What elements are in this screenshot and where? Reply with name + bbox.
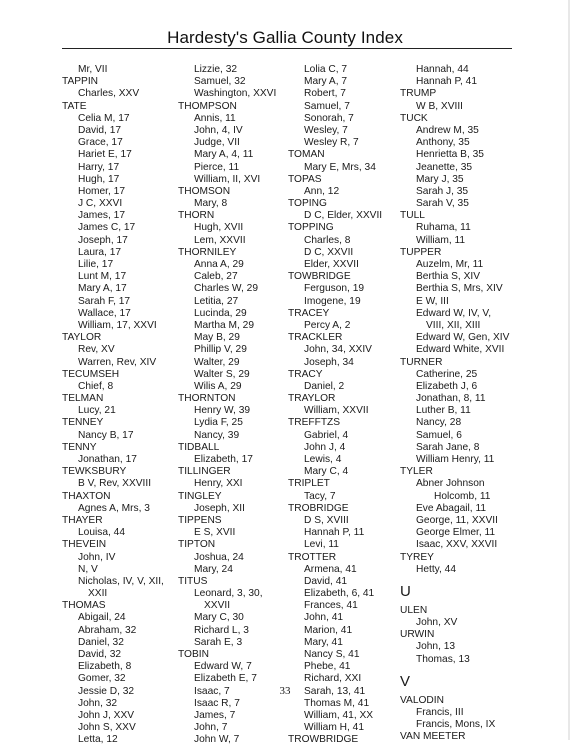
index-entry: Charles, XXV (78, 88, 140, 100)
index-entry: W B, XVIII (416, 100, 463, 112)
index-entry: Nancy, 28 (416, 417, 462, 429)
index-entry: Homer, 17 (78, 185, 125, 197)
index-entry: John, 7 (194, 722, 228, 734)
surname-heading: TYLER (400, 466, 433, 478)
index-entry: Jonathan, 17 (78, 454, 137, 465)
index-entry: Mary, 8 (194, 198, 228, 210)
surname-heading: TECUMSEH (62, 368, 120, 380)
index-entry: David, 41 (304, 575, 348, 587)
page-title: Hardesty's Gallia County Index (167, 28, 403, 47)
index-entry: Isaac, 7 (194, 685, 230, 697)
index-entry: Wilis A, 29 (194, 380, 242, 392)
surname-heading: THEVEIN (62, 539, 107, 551)
index-entry: E S, XVII (194, 527, 236, 539)
surname-heading: TRACKLER (288, 332, 343, 344)
index-entry: May B, 29 (194, 332, 240, 344)
index-entry: Edward W, 7 (194, 661, 252, 673)
index-entry: Samuel, 32 (194, 76, 246, 88)
index-entry: Elizabeth, 6, 41 (304, 588, 375, 600)
index-entry: John, 13 (416, 641, 456, 653)
surname-heading: TILLINGER (178, 466, 231, 478)
section-letter: V (400, 672, 411, 690)
surname-heading: TOPING (288, 198, 327, 210)
index-entry: Hariet E, 17 (78, 149, 132, 161)
index-entry: James C, 17 (78, 222, 136, 234)
index-entry: Elizabeth, 17 (194, 454, 253, 465)
index-entry: Mary E, Mrs, 34 (304, 161, 376, 173)
index-entry: Laura, 17 (78, 246, 122, 258)
surname-heading: TEWKSBURY (62, 466, 127, 478)
index-entry: Tacy, 7 (304, 490, 336, 502)
index-entry: E W, III (416, 295, 449, 307)
index-entry: Judge, VII (194, 137, 240, 149)
index-entry: Anna A, 29 (194, 259, 244, 270)
surname-heading: TUPPER (400, 246, 442, 258)
index-entry: Louisa, 44 (78, 527, 126, 539)
index-entry: Mary A, 4, 11 (194, 149, 254, 161)
surname-heading: THAYER (62, 514, 103, 526)
surname-heading: THAXTON (62, 490, 111, 502)
index-entry: Berthia S, Mrs, XIV (416, 283, 503, 295)
index-entry: D C, Elder, XXVII (304, 210, 383, 222)
index-entry: Holcomb, 11 (434, 490, 491, 502)
surname-heading: TRACY (288, 368, 323, 380)
surname-heading: TENNY (62, 441, 97, 453)
surname-heading: TUCK (400, 112, 428, 124)
index-entry: Sarah J, 35 (416, 185, 469, 197)
index-entry: Mary C, 4 (304, 466, 349, 478)
index-entry: Hannah P, 41 (416, 76, 477, 88)
index-entry: Pierce, 11 (194, 161, 240, 173)
index-entry: Hugh, 17 (78, 173, 120, 185)
index-entry: Celia M, 17 (78, 112, 130, 124)
index-entry: Percy A, 2 (304, 319, 351, 331)
index-entry: Lem, XXVII (194, 234, 246, 246)
surname-heading: TULL (400, 210, 425, 222)
surname-heading: TROBRIDGE (288, 502, 349, 514)
index-entry: Hetty, 44 (416, 563, 457, 575)
index-entry: Sonorah, 7 (304, 112, 354, 124)
index-entry: David, 17 (78, 124, 122, 136)
surname-heading: TRACEY (288, 307, 330, 319)
index-entry: Andrew M, 35 (416, 124, 479, 136)
index-entry: XXII (88, 588, 108, 600)
index-entry: John W, 7 (194, 734, 240, 746)
index-entry: Abner Johnson (416, 478, 485, 490)
index-entry: Nancy S, 41 (304, 649, 360, 660)
index-entry: Jessie D, 32 (78, 685, 135, 697)
surname-heading: TROTTER (288, 551, 337, 563)
surname-heading: THORNILEY (178, 246, 237, 258)
surname-heading: TREFFTZS (288, 417, 341, 429)
index-entry: William Henry, 11 (416, 454, 495, 465)
surname-heading: TIPTON (178, 539, 216, 551)
index-entry: Richard, XXI (304, 673, 362, 685)
index-entry: George, 11, XXVII (416, 514, 498, 526)
index-entry: Catherine, 25 (416, 368, 478, 380)
index-entry: Lunt M, 17 (78, 271, 127, 283)
surname-heading: TELMAN (62, 393, 104, 405)
surname-heading: TOBIN (178, 649, 209, 660)
index-entry: Abigail, 24 (78, 612, 126, 624)
index-entry: N, V (78, 563, 98, 575)
index-entry: Letitia, 27 (194, 295, 239, 307)
index-entry: Phebe, 41 (304, 661, 351, 673)
index-entry: Mary A, 17 (78, 283, 127, 295)
surname-heading: TINGLEY (178, 490, 222, 502)
index-entry: Jonathan, 8, 11 (416, 393, 486, 405)
index-entry: Hannah, 44 (416, 64, 469, 75)
surname-heading: TENNEY (62, 417, 104, 429)
title-rule (62, 48, 512, 49)
index-entry: Joseph, XII (194, 502, 245, 514)
index-entry: Robert, 7 (304, 88, 346, 100)
index-entry: James, 17 (78, 210, 125, 222)
index-entry: William, XXVII (304, 405, 369, 417)
index-entry: Lydia F, 25 (194, 417, 243, 429)
index-entry: Lucinda, 29 (194, 307, 247, 319)
index-entry: Joseph, 17 (78, 234, 128, 246)
index-entry: Henrietta B, 35 (416, 149, 484, 161)
index-entry: Charles W, 29 (194, 283, 258, 295)
surname-heading: TIPPENS (178, 514, 222, 526)
index-entry: Henry, XXI (194, 478, 243, 490)
index-entry: Eve Abagail, 11 (416, 502, 487, 514)
index-entry: Edward White, XVII (416, 344, 505, 356)
index-entry: Elizabeth E, 7 (194, 673, 257, 685)
index-entry: Wallace, 17 (78, 307, 131, 319)
index-entry: Thomas, 13 (416, 653, 470, 665)
index-entry: William, II, XVI (194, 173, 261, 185)
surname-heading: ULEN (400, 604, 428, 616)
index-entry: William, 17, XXVI (78, 319, 157, 331)
index-entry: VIII, XII, XIII (426, 319, 481, 331)
surname-heading: URWIN (400, 629, 435, 641)
index-entry: Francis, Mons, IX (416, 719, 496, 731)
index-entry: Armena, 41 (304, 563, 357, 575)
index-entry: Martha M, 29 (194, 319, 255, 331)
index-entry: XXVII (204, 600, 231, 612)
index-entry: J C, XXVI (78, 198, 123, 210)
index-entry: Hugh, XVII (194, 222, 244, 234)
index-entry: Sarah V, 35 (416, 198, 469, 210)
index-entry: Mary C, 30 (194, 612, 244, 624)
index-entry: Mary J, 35 (416, 173, 464, 185)
surname-heading: TAYLOR (62, 332, 102, 344)
index-entry: Ruhama, 11 (416, 222, 471, 234)
surname-heading: TRAYLOR (288, 393, 336, 405)
index-entry: Elizabeth, 8 (78, 661, 132, 673)
index-entry: Mary, 41 (304, 636, 343, 648)
index-entry: Walter S, 29 (194, 368, 250, 380)
surname-heading: THOMAS (62, 600, 106, 612)
index-entry: Luther B, 11 (416, 405, 471, 417)
section-letter: U (400, 582, 411, 600)
index-entry: Imogene, 19 (304, 295, 361, 307)
surname-heading: THOMSON (178, 185, 231, 197)
index-entry: Grace, 17 (78, 137, 123, 149)
surname-heading: TRIPLET (288, 478, 330, 490)
index-entry: Samuel, 7 (304, 100, 350, 112)
index-entry: John, IV (78, 551, 116, 563)
index-entry: Letta, 12 (78, 734, 118, 746)
surname-heading: TURNER (400, 356, 443, 368)
index-entry: Isaac, XXV, XXVII (416, 539, 498, 551)
index-entry: William H, 41 (304, 722, 365, 734)
surname-heading: TITUS (178, 575, 208, 587)
index-entry: Elizabeth J, 6 (416, 380, 478, 392)
index-entry: Daniel, 32 (78, 636, 124, 648)
index-entry: Joshua, 24 (194, 551, 244, 563)
index-entry: Henry W, 39 (194, 405, 251, 417)
index-entry: Annis, 11 (194, 112, 236, 124)
index-entry: Berthia S, XIV (416, 271, 480, 283)
index-entry: Gomer, 32 (78, 673, 126, 685)
index-entry: Nicholas, IV, V, XII, (78, 575, 164, 587)
index-entry: John, 32 (78, 697, 118, 709)
index-entry: Phillip V, 29 (194, 344, 247, 356)
index-entry: Lewis, 4 (304, 454, 342, 465)
index-entry: John J, 4 (304, 441, 346, 453)
index-column-4 (400, 64, 509, 744)
index-entry: John, 4, IV (194, 124, 243, 136)
index-entry: Mr, VII (78, 64, 108, 75)
index-entry: Levi, 11 (304, 539, 339, 551)
index-entry: Sarah Jane, 8 (416, 441, 480, 453)
index-entry: Lolia C, 7 (304, 64, 348, 75)
surname-heading: VAN MEETER (400, 731, 466, 743)
surname-heading: TIDBALL (178, 441, 220, 453)
surname-heading: THORN (178, 210, 215, 222)
index-entry: John, 34, XXIV (304, 344, 372, 356)
index-entry: Lucy, 21 (78, 405, 116, 417)
index-entry: Nancy, 39 (194, 429, 240, 441)
index-entry: Samuel, 6 (416, 429, 462, 441)
surname-heading: THORNTON (178, 393, 236, 405)
index-entry: Washington, XXVI (194, 88, 277, 100)
index-entry: Frances, 41 (304, 600, 358, 612)
index-entry: Caleb, 27 (194, 271, 238, 283)
index-entry: Sarah F, 17 (78, 295, 131, 307)
index-entry: John, XV (416, 617, 458, 629)
index-entry: Edward W, Gen, XIV (416, 332, 510, 344)
index-entry: Mary, 24 (194, 563, 233, 575)
surname-heading: TROWBRIDGE (288, 734, 359, 746)
index-entry: John S, XXV (78, 722, 136, 734)
index-entry: Leonard, 3, 30, (194, 588, 263, 600)
index-entry: D C, XXVII (304, 246, 354, 258)
index-entry: Jeanette, 35 (416, 161, 473, 173)
index-entry: Abraham, 32 (78, 624, 137, 636)
index-entry: Joseph, 34 (304, 356, 354, 368)
index-entry: Hannah P, 11 (304, 527, 365, 539)
index-entry: Gabriel, 4 (304, 429, 349, 441)
index-entry: James, 7 (194, 709, 236, 721)
index-entry: William, 11 (416, 234, 466, 246)
index-entry: Warren, Rev, XIV (78, 356, 157, 368)
index-entry: David, 32 (78, 649, 122, 660)
index-entry: Ann, 12 (304, 185, 340, 197)
index-entry: Nancy B, 17 (78, 429, 134, 441)
surname-heading: TATE (62, 100, 87, 112)
index-entry: Auzelm, Mr, 11 (416, 259, 484, 270)
index-entry: Edward W, IV, V, (416, 307, 492, 319)
index-entry: Anthony, 35 (416, 137, 470, 149)
index-column-3 (288, 64, 382, 747)
index-entry: Isaac R, 7 (194, 697, 240, 709)
index-entry: William, 41, XX (304, 709, 374, 721)
surname-heading: TOPAS (288, 173, 322, 185)
index-entry: Elder, XXVII (304, 259, 359, 270)
surname-heading: VALODIN (400, 694, 444, 706)
index-entry: Charles, 8 (304, 234, 351, 246)
surname-heading: TOPPING (288, 222, 334, 234)
index-entry: Francis, III (416, 707, 464, 718)
index-entry: John J, XXV (78, 709, 135, 721)
index-entry: B V, Rev, XXVIII (78, 478, 152, 490)
index-entry: Harry, 17 (78, 161, 120, 173)
index-entry: Sarah, 13, 41 (304, 685, 366, 697)
index-entry: Thomas M, 41 (304, 697, 370, 709)
index-entry: Wesley, 7 (304, 124, 348, 136)
index-entry: D S, XVIII (304, 514, 349, 526)
index-entry: Ferguson, 19 (304, 283, 365, 295)
index-entry: Walter, 29 (194, 356, 240, 368)
index-column-2 (178, 64, 276, 747)
index-entry: Chief, 8 (78, 380, 114, 392)
index-entry: Sarah E, 3 (194, 636, 243, 648)
index-entry: George Elmer, 11 (416, 527, 496, 539)
index-entry: Richard L, 3 (194, 624, 249, 636)
index-entry: Wesley R, 7 (304, 137, 359, 149)
index-entry: John, 41 (304, 612, 344, 624)
surname-heading: TRUMP (400, 88, 437, 100)
index-entry: Daniel, 2 (304, 380, 345, 392)
surname-heading: TOWBRIDGE (288, 271, 351, 283)
index-column-1 (62, 64, 164, 747)
index-entry: Lilie, 17 (78, 259, 114, 270)
surname-heading: TYREY (400, 551, 434, 563)
surname-heading: TOMAN (288, 149, 325, 161)
surname-heading: TAPPIN (62, 76, 99, 88)
index-entry: Agnes A, Mrs, 3 (78, 502, 150, 514)
index-entry: Marion, 41 (304, 624, 353, 636)
index-entry: Mary A, 7 (304, 76, 348, 88)
surname-heading: THOMPSON (178, 100, 237, 112)
index-entry: Lizzie, 32 (194, 64, 238, 75)
page-number: 33 (279, 685, 291, 697)
index-entry: Rev, XV (78, 344, 115, 356)
